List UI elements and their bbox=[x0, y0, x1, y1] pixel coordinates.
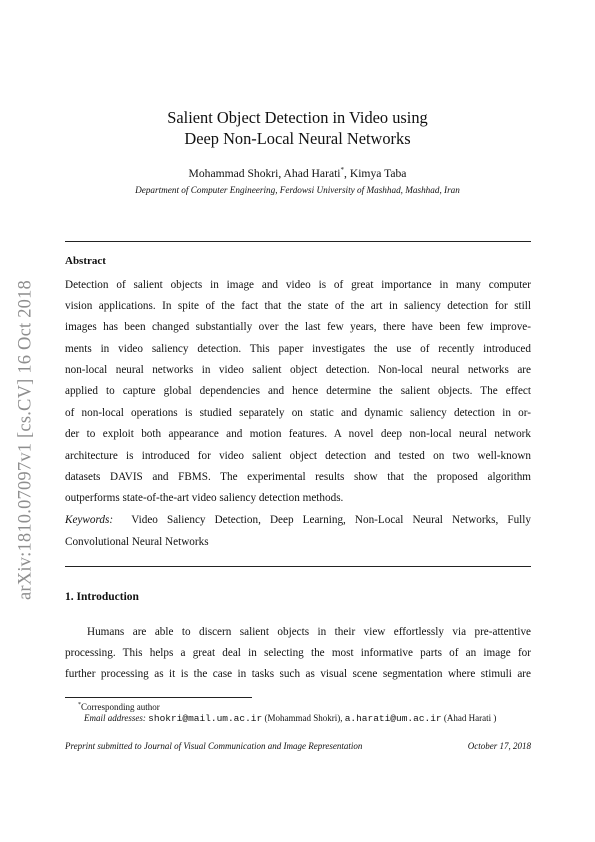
abstract-line: der to exploit both appearance and motion features. A novel deep non-local neural network bbox=[65, 428, 531, 440]
affiliation: Department of Computer Engineering, Ferdowsi University of Mashhad, Mashhad, Iran bbox=[135, 185, 460, 195]
section-heading-introduction: 1. Introduction bbox=[65, 591, 139, 603]
keywords-line-2: Convolutional Neural Networks bbox=[65, 536, 209, 548]
email-link[interactable]: shokri@mail.um.ac.ir bbox=[148, 713, 263, 724]
abstract-top-rule bbox=[65, 241, 531, 242]
keywords-line bbox=[65, 512, 531, 528]
body-line: processing. This helps a great deal in selecting the most informative parts of an image for bbox=[65, 647, 531, 659]
email-label: Email addresses: bbox=[84, 713, 146, 723]
body-line: further processing as it is the case in tasks such as visual scene segmentation where stimuli are bbox=[65, 668, 531, 680]
paper-title-line-1: Salient Object Detection in Video using bbox=[167, 108, 428, 127]
corresponding-author-marker: * bbox=[340, 166, 345, 174]
abstract-bottom-rule bbox=[65, 566, 531, 567]
preprint-date: October 17, 2018 bbox=[467, 741, 531, 751]
email-owner: (Mohammad Shokri), bbox=[264, 713, 343, 723]
keywords-label: Keywords: bbox=[65, 514, 114, 526]
abstract-line: outperforms state-of-the-art video saliency detection methods. bbox=[65, 492, 344, 504]
footnote-rule bbox=[65, 697, 252, 698]
author-list bbox=[0, 166, 595, 180]
footnote-text: Corresponding author bbox=[81, 702, 160, 712]
abstract-line: non-local neural networks in video salient object detection. Non-local neural networks are bbox=[65, 364, 531, 376]
abstract-line: architecture is introduced for video salient object detection and tested on two well-known bbox=[65, 450, 531, 462]
email-link[interactable]: a.harati@um.ac.ir bbox=[344, 713, 442, 724]
keywords-text: Video Saliency Detection, Deep Learning, Non-Local Neural Networks, Fully bbox=[131, 514, 531, 526]
abstract-line: Detection of salient objects in image and video is of great importance in many computer bbox=[65, 279, 531, 291]
author-names: Mohammad Shokri, Ahad Harati bbox=[188, 166, 341, 180]
footnote-marker: * bbox=[78, 702, 81, 708]
footnote-corresponding bbox=[78, 702, 160, 712]
body-line: Humans are able to discern salient objects in their view effortlessly via pre-attentive bbox=[87, 626, 531, 638]
abstract-line: vision applications. In spite of the fact that the state of the art in saliency detection for still bbox=[65, 300, 531, 312]
abstract-line: ments in video saliency detection. This paper investigates the use of recently introduced bbox=[65, 343, 531, 355]
author-names-tail: , Kimya Taba bbox=[344, 166, 407, 180]
email-owner: (Ahad Harati ) bbox=[443, 713, 497, 723]
arxiv-identifier: arXiv:1810.07097v1 [cs.CV] 16 Oct 2018 bbox=[15, 279, 36, 601]
abstract-line: applied to capture global dependencies and hence determine the salient objects. The effect bbox=[65, 385, 531, 397]
abstract-line: of non-local operations is studied separately on static and dynamic saliency detection in or- bbox=[65, 407, 531, 419]
abstract-line: datasets DAVIS and FBMS. The experimental results show that the proposed algorithm bbox=[65, 471, 531, 483]
preprint-notice: Preprint submitted to Journal of Visual Communication and Image Representation bbox=[65, 741, 363, 751]
abstract-line: images has been changed substantially over the last few years, there have been few improve- bbox=[65, 321, 531, 333]
abstract-heading: Abstract bbox=[65, 255, 106, 267]
footnote-emails bbox=[84, 713, 496, 724]
paper-title-line-2: Deep Non-Local Neural Networks bbox=[184, 129, 411, 148]
